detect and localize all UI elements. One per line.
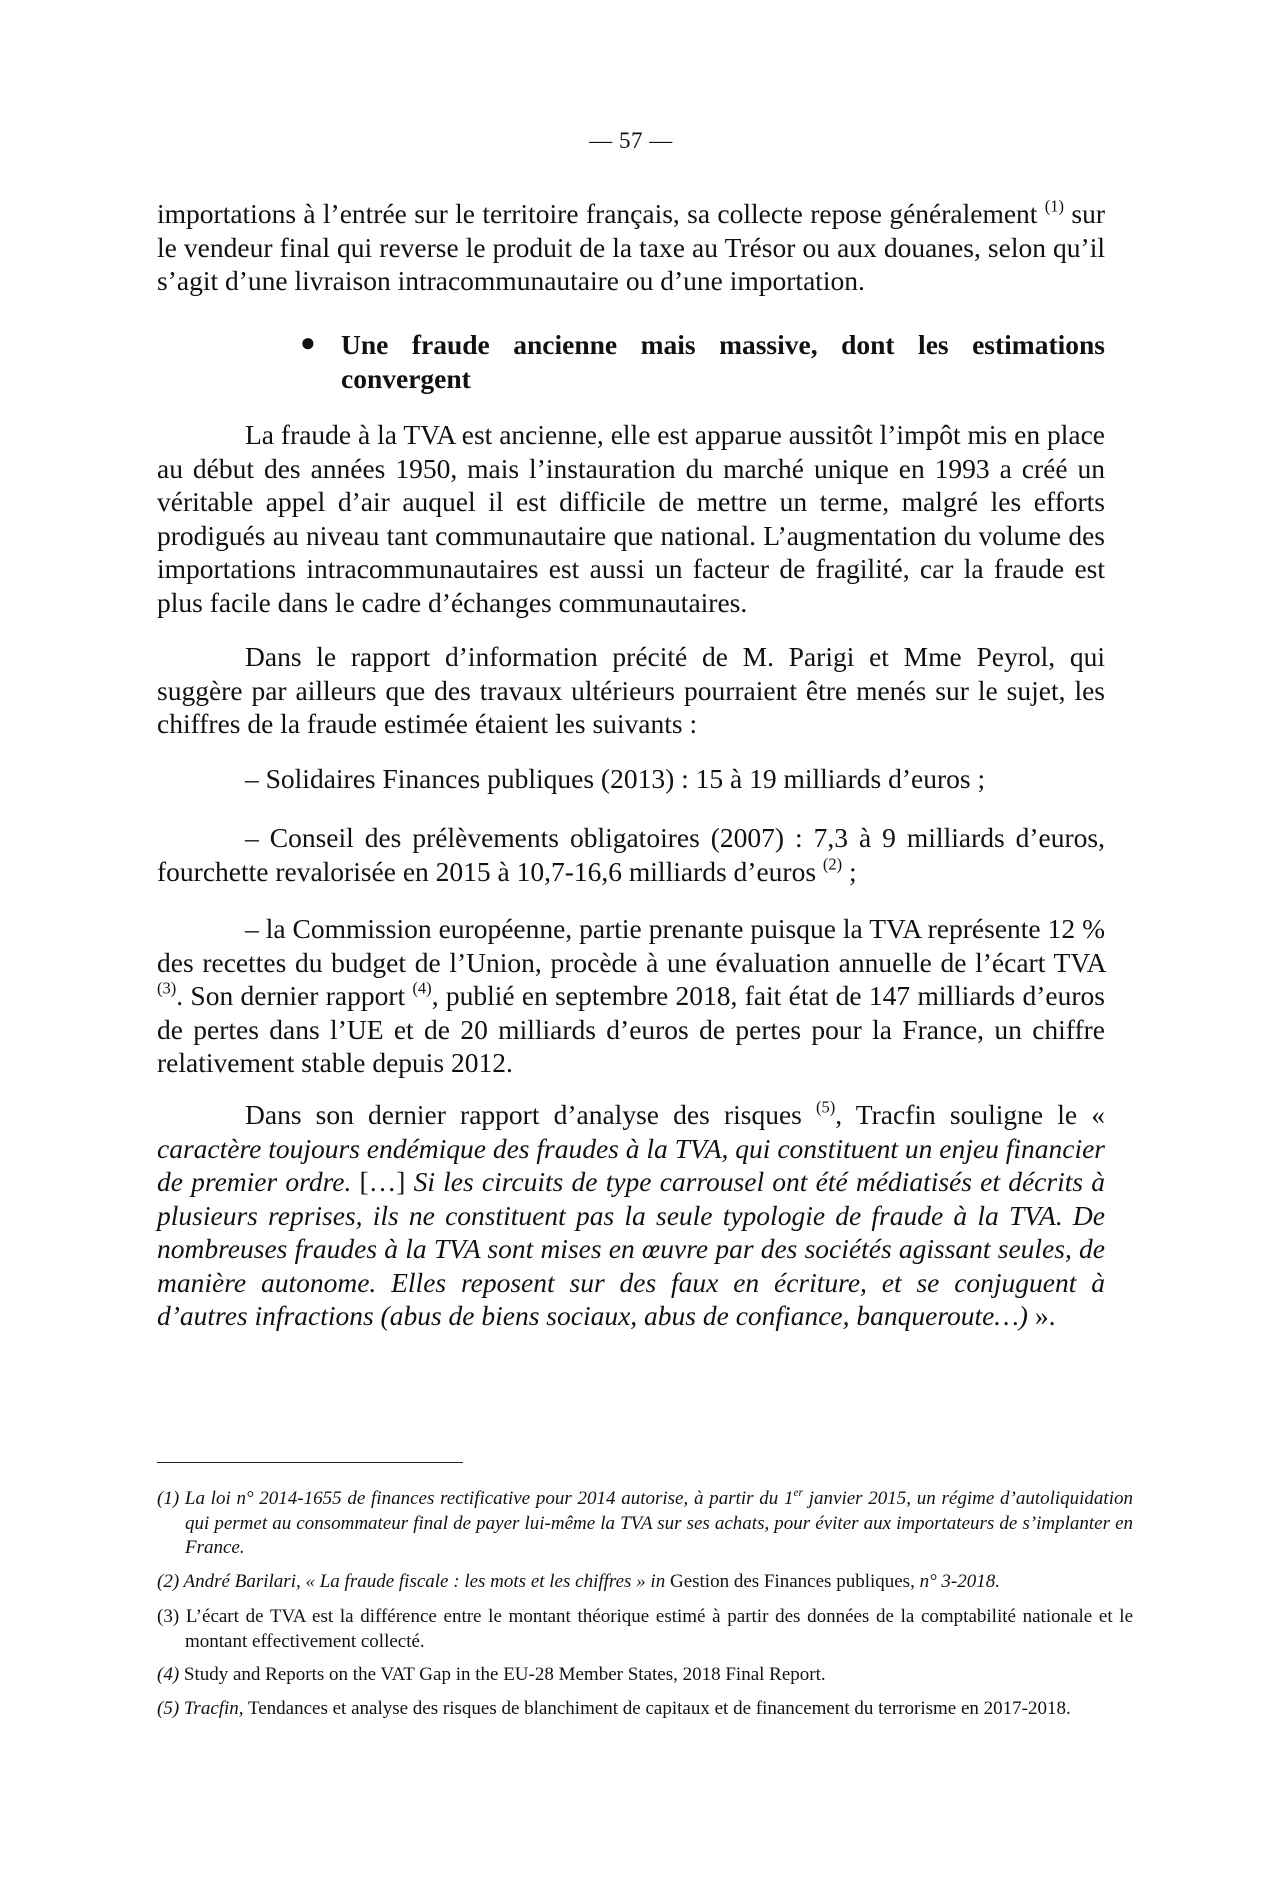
- footnote-text: (2) André Barilari, « La fraude fiscale : les mots et les chiffres » in: [157, 1571, 666, 1592]
- footnote-text: Gestion des Finances publiques,: [665, 1571, 915, 1592]
- list-item: – Solidaires Finances publiques (2013) : 15 à 19 milliards d’euros ;: [245, 763, 986, 794]
- footnote-text: (1) La loi n° 2014-1655 de finances rectificative pour 2014 autorise, à partir du 1: [157, 1488, 794, 1509]
- footnote-ref-3[interactable]: (3): [157, 978, 177, 998]
- footnote-text: Tendances et analyse des risques de blanchiment de capitaux et de financement du terrorisme en 2017-2018.: [243, 1698, 1071, 1719]
- paragraph-text: […]: [351, 1166, 414, 1197]
- page-number: — 57 —: [589, 128, 673, 153]
- footnote-ref-4[interactable]: (4): [412, 978, 432, 998]
- list-item-text: , publié en septembre 2018, fait état de 147 milliards d’euros de pertes dans l’UE et de 20 milliards d’euros de pertes pour la France, un chiffre relativement stable depuis 2012.: [157, 980, 1106, 1078]
- bullet-icon: ●: [300, 328, 316, 357]
- paragraph-report: Dans le rapport d’information précité de M. Parigi et Mme Peyrol, qui suggère par ailleurs que des travaux ultérieurs pourraient être menés sur le sujet, les chiffres de la fraude estimée étaient les suivants :: [157, 641, 1105, 739]
- intro-text: importations à l’entrée sur le territoire français, sa collecte repose généralement: [157, 198, 1038, 229]
- list-item-text: – la Commission européenne, partie prenante puisque la TVA représente 12 % des recettes du budget de l’Union, procède à une évaluation annuelle de l’écart TVA: [157, 913, 1105, 978]
- paragraph-intro: [157, 197, 1105, 298]
- footnote-text: Study and Reports on the VAT Gap in the EU-28 Member States, 2018 Final Report.: [179, 1664, 826, 1685]
- footnote-text: janvier 2015, un régime d’autoliquidation qui permet au consommateur final de payer lui-même la TVA sur ses achats, pour éviter aux importateurs de s’implanter en France.: [185, 1488, 1133, 1558]
- list-item-text-end: ;: [842, 855, 857, 887]
- footnote-ref-2[interactable]: (2): [822, 853, 843, 873]
- footnote-number: (4): [157, 1664, 180, 1685]
- list-item: [157, 821, 1105, 888]
- footnote-separator: [157, 1462, 463, 1463]
- list-item-text: – Conseil des prélèvements obligatoires (2007) : 7,3 à 9 milliards d’euros, fourchette revalorisée en 2015 à 10,7-16,6 milliards d’euros: [157, 822, 1105, 887]
- footnote-2: [157, 1570, 1133, 1595]
- paragraph-text: ».: [1027, 1300, 1056, 1331]
- footnote-superscript: er: [793, 1487, 803, 1500]
- list-item: [157, 912, 1105, 1080]
- intro-text-continued: sur le vendeur final qui reverse le produit de la taxe au Trésor ou aux douanes, selon qu’il s’agit d’une livraison intracommunautaire ou d’une importation.: [157, 198, 1105, 296]
- footnote-ref-5[interactable]: (5): [816, 1097, 836, 1117]
- paragraph-text: , Tracfin souligne le «: [835, 1099, 1105, 1130]
- list-item-text: . Son dernier rapport: [176, 980, 406, 1011]
- paragraph-fraud-history: La fraude à la TVA est ancienne, elle est apparue aussitôt l’impôt mis en place au début des années 1950, mais l’instauration du marché unique en 1993 a créé un véritable appel d’air auquel il est difficile de mettre un terme, malgré les efforts prodigués au niveau tant communautaire que national. L’augmentation du volume des importations intracommunautaires est aussi un facteur de fragilité, car la fraude est plus facile dans le cadre d’échanges communautaires.: [157, 419, 1105, 618]
- footnote-text: n° 3-2018.: [914, 1571, 1001, 1592]
- footnote-ref-1[interactable]: (1): [1044, 196, 1065, 216]
- footnote-3: (3) L’écart de TVA est la différence entre le montant théorique estimé à partir des données de la comptabilité nationale et le montant effectivement collecté.: [157, 1606, 1133, 1652]
- section-heading: [300, 328, 1105, 395]
- section-heading-text: Une fraude ancienne mais massive, dont les estimations convergent: [341, 329, 1105, 394]
- quotation: Si les circuits de type carrousel ont été médiatisés et décrits à plusieurs reprises, ils ne constituent pas la seule typologie de fraude à la TVA. De nombreuses fraudes à la TVA sont mises en œuvre par des sociétés agissant seules, de manière autonome. Elles reposent sur des faux en écriture, et se conjuguent à d’autres infractions (abus de biens sociaux, abus de confiance, banqueroute…): [157, 1166, 1105, 1331]
- quotation: caractère toujours endémique des fraudes à la TVA, qui constituent un enjeu financier de premier ordre.: [157, 1132, 1105, 1197]
- footnote-text: (5) Tracfin,: [157, 1698, 244, 1719]
- paragraph-text: Dans son dernier rapport d’analyse des risques: [245, 1099, 802, 1130]
- footnote-5: [157, 1697, 1133, 1722]
- footnote-1: [157, 1487, 1133, 1561]
- paragraph-tracfin: [157, 1098, 1105, 1333]
- footnote-4: [157, 1663, 1133, 1688]
